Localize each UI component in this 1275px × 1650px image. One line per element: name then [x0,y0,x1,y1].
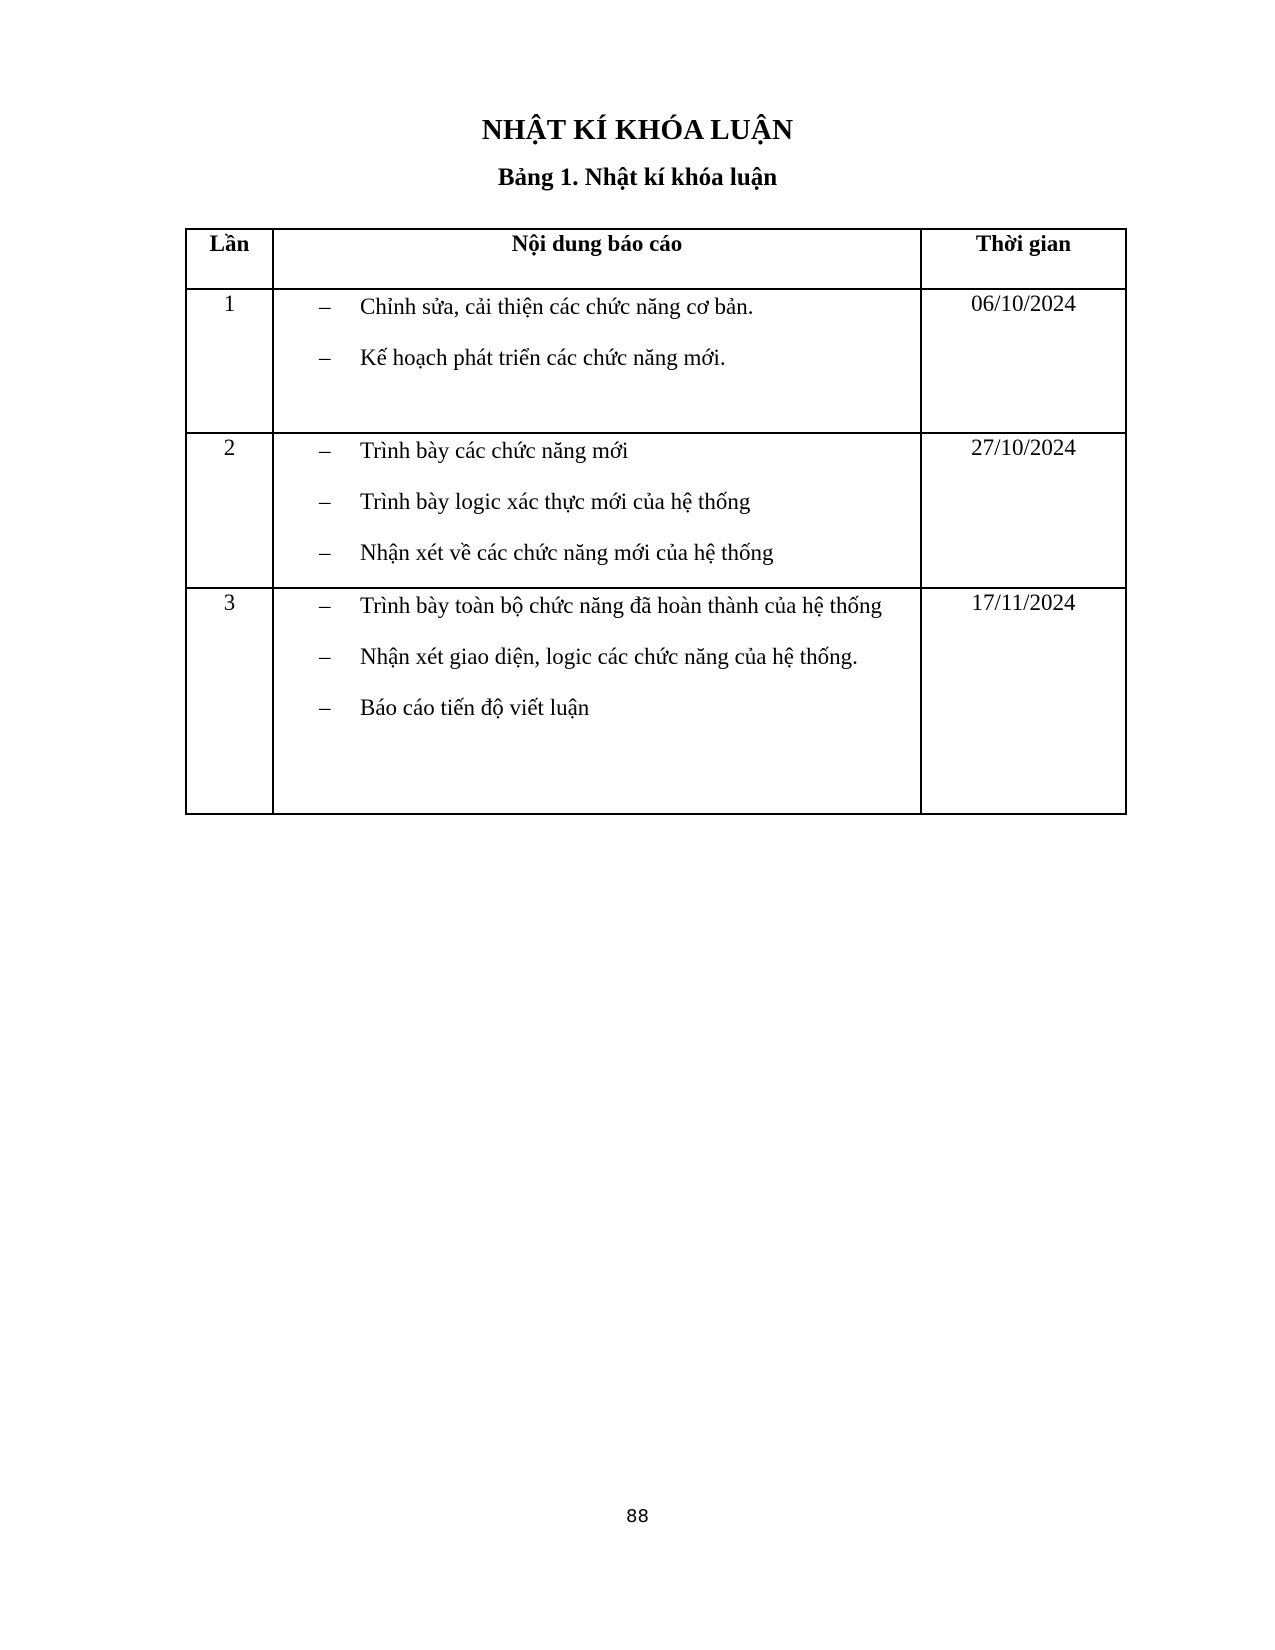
bullet-dash: – [319,489,331,514]
report-content [273,433,921,588]
table-caption: Bảng 1. Nhật kí khóa luận [497,164,778,191]
page-number: 88 [626,1506,649,1527]
report-log-table [185,228,1127,815]
report-items-list [274,589,920,724]
item-text: Trình bày logic xác thực mới của hệ thống [360,489,751,514]
report-content [273,289,921,433]
list-item [274,434,920,467]
list-item [274,691,920,724]
bullet-dash: – [319,294,331,319]
report-items-list [274,434,920,569]
table-row [186,433,1126,588]
item-text: Trình bày các chức năng mới [360,438,629,463]
item-text: Nhận xét giao diện, logic các chức năng của hệ thống. [360,644,858,669]
item-text: Báo cáo tiến độ viết luận [360,695,590,720]
table-header-row [186,229,1126,289]
header-session: Lần [186,229,273,289]
item-text: Nhận xét về các chức năng mới của hệ thống [360,540,774,565]
report-date: 17/11/2024 [921,588,1126,814]
document-title: NHẬT KÍ KHÓA LUẬN [481,114,794,146]
bullet-dash: – [319,593,331,618]
item-text: Trình bày toàn bộ chức năng đã hoàn thành của hệ thống [360,593,882,618]
header-report-content: Nội dung báo cáo [273,229,921,289]
bullet-dash: – [319,345,331,370]
session-number: 1 [186,289,273,433]
table-row [186,289,1126,433]
bullet-dash: – [319,438,331,463]
list-item [274,485,920,518]
bullet-dash: – [319,540,331,565]
report-content [273,588,921,814]
item-text: Chỉnh sửa, cải thiện các chức năng cơ bản. [360,294,754,319]
report-date: 27/10/2024 [921,433,1126,588]
table-row [186,588,1126,814]
bullet-dash: – [319,644,331,669]
list-item [274,290,920,323]
session-number: 2 [186,433,273,588]
list-item [274,536,920,569]
item-text: Kế hoạch phát triển các chức năng mới. [360,345,726,370]
report-items-list [274,290,920,374]
header-time: Thời gian [921,229,1126,289]
session-number: 3 [186,588,273,814]
list-item [274,589,920,622]
list-item [274,341,920,374]
list-item [274,640,920,673]
report-date: 06/10/2024 [921,289,1126,433]
bullet-dash: – [319,695,331,720]
